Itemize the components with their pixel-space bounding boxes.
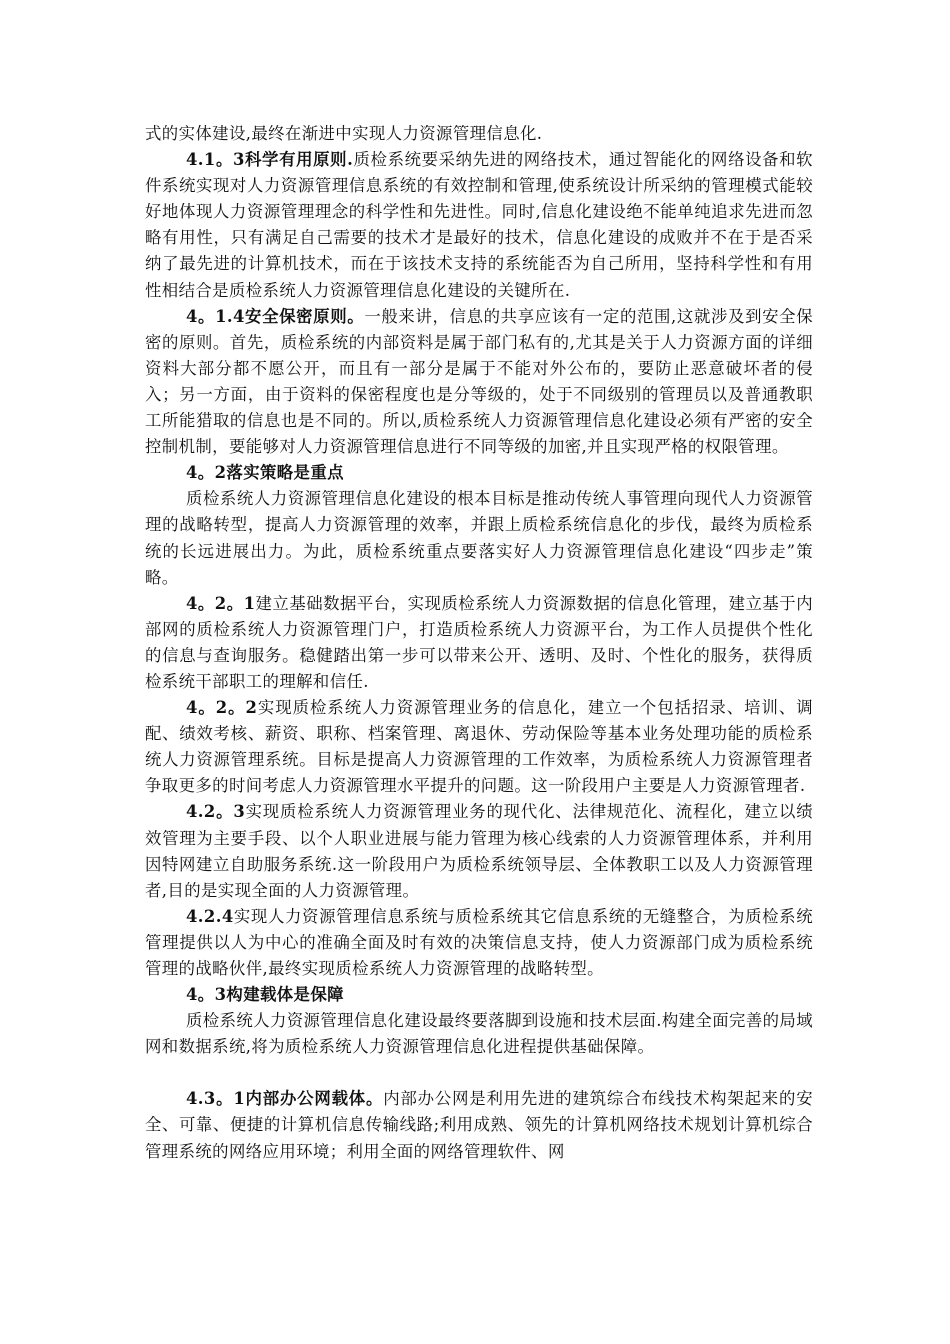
paragraph-step-3: 4.2。3实现质检系统人力资源管理业务的现代化、法律规范化、流程化，建立以绩效管理为主要手段、以个人职业进展与能力管理为核心线索的人力资源管理体系，并利用因特网建立自助服务系统.这一阶段用户为质检系统领导层、全体教职工以及人力资源管理者,目的是实现全面的人力资源管理。 <box>145 802 814 900</box>
section-number: 4.2。3 <box>186 802 246 822</box>
paragraph-carrier-intro: 质检系统人力资源管理信息化建设最终要落脚到设施和技术层面.构建全面完善的局域网和数据系统,将为质检系统人力资源管理信息化进程提供基础保障。 <box>145 1011 813 1057</box>
paragraph-step-4: 4.2.4实现人力资源管理信息系统与质检系统其它信息系统的无缝整合，为质检系统管理提供以人为中心的准确全面及时有效的决策信息支持，使人力资源部门成为质检系统管理的战略伙伴,最终实现质检系统人力资源管理的战略转型。 <box>145 906 813 978</box>
paragraph-step-2: 4。2。2实现质检系统人力资源管理业务的信息化，建立一个包括招录、培训、调配、绩效考核、薪资、职称、档案管理、离退休、劳动保险等基本业务处理功能的质检系统人力资源管理系统。目标是提高人力资源管理的工作效率，为质检系统人力资源管理者争取更多的时间考虑人力资源管理水平提升的问题。这一阶段用户主要是人力资源管理者. <box>145 698 813 796</box>
section-title: 4。1.4安全保密原则。 <box>186 306 365 326</box>
paragraph-continuation: 式的实体建设,最终在渐进中实现人力资源管理信息化. <box>145 124 543 143</box>
paragraph-strategy-intro: 质检系统人力资源管理信息化建设的根本目标是推动传统人事管理向现代人力资源管理的战略转型，提高人力资源管理的效率，并跟上质检系统信息化的步伐，最终为质检系统的长远进展出力。为此，质检系统重点要落实好人力资源管理信息化建设“四步走”策略。 <box>145 489 813 587</box>
section-number: 4。2。2 <box>186 698 258 718</box>
section-number: 4。2。1 <box>186 593 256 613</box>
paragraph-step-1: 4。2。1建立基础数据平台，实现质检系统人力资源数据的信息化管理，建立基于内部网的质检系统人力资源管理门户，打造质检系统人力资源平台，为工作人员提供个性化的信息与查询服务。稳健踏出第一步可以带来公开、透明、及时、个性化的服务，获得质检系统干部职工的理解和信任. <box>145 593 813 691</box>
section-title: 4.1。3科学有用原则. <box>186 150 354 170</box>
blank-line <box>145 1060 813 1086</box>
paragraph-office-network: 4.3。1内部办公网载体。内部办公网是利用先进的建筑综合布线技术构架起来的安全、可靠、便捷的计算机信息传输线路;利用成熟、领先的计算机网络技术规划计算机综合管理系统的网络应用环境；利用全面的网络管理软件、网 <box>145 1089 814 1161</box>
paragraph-scientific-principle: 4.1。3科学有用原则.质检系统要采纳先进的网络技术，通过智能化的网络设备和软件系统实现对人力资源管理信息系统的有效控制和管理,使系统设计所采纳的管理模式能较好地体现人力资源管理理念的科学性和先进性。同时,信息化建设绝不能单纯追求先进而忽略有用性，只有满足自己需要的技术才是最好的技术，信息化建设的成败并不在于是否采纳了最先进的计算机技术，而在于该技术支持的系统能否为自己所用，坚持科学性和有用性相结合是质检系统人力资源管理信息化建设的关键所在. <box>145 150 813 300</box>
section-title: 4.3。1内部办公网载体。 <box>186 1089 384 1109</box>
heading-4-3: 4。3构建载体是保障 <box>186 985 344 1005</box>
heading-4-2: 4。2落实策略是重点 <box>186 463 344 483</box>
paragraph-security-principle: 4。1.4安全保密原则。一般来讲，信息的共享应该有一定的范围,这就涉及到安全保密的原则。首先，质检系统的内部资料是属于部门私有的,尤其是关于人力资源方面的详细资料大部分都不愿公开，而且有一部分是属于不能对外公布的，要防止恶意破坏者的侵入；另一方面，由于资料的保密程度也是分等级的，处于不同级别的管理员以及普通教职工所能猎取的信息也是不同的。所以,质检系统人力资源管理信息化建设必须有严密的安全控制机制，要能够对人力资源管理信息进行不同等级的加密,并且实现严格的权限管理。 <box>145 306 813 457</box>
section-number: 4.2.4 <box>186 906 234 926</box>
document-page <box>145 121 813 1165</box>
